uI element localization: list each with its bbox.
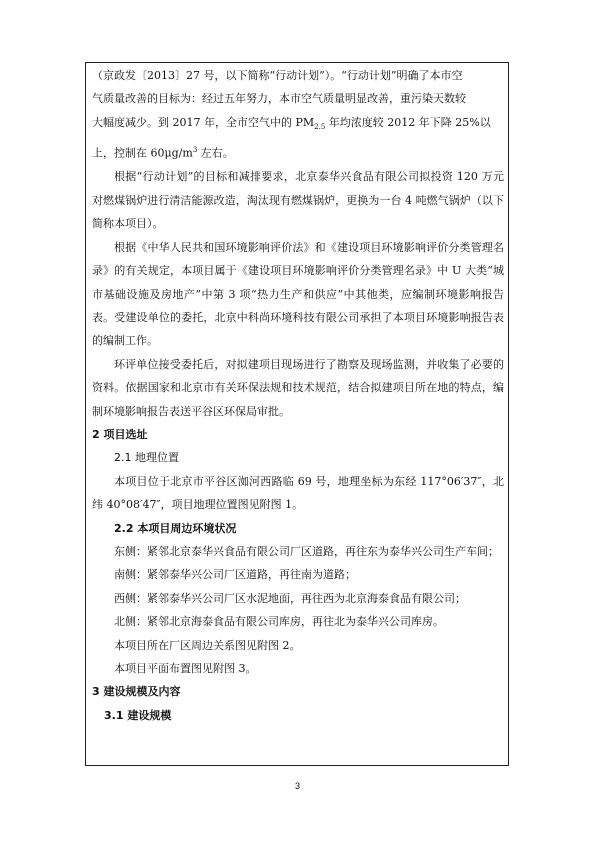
pm-subscript: 2.5 xyxy=(314,123,326,131)
east-side-text: 东侧：紧邻北京泰华兴食品有限公司厂区道路，再往东为泰华兴公司生产车间； xyxy=(114,544,499,558)
figure-2-reference: 本项目所在厂区周边关系图见附图 2。 xyxy=(114,638,301,652)
paragraph-1 xyxy=(92,64,504,165)
document-body xyxy=(92,64,504,727)
paragraph-1-line-4-end: 左右。 xyxy=(197,147,234,161)
paragraph-3: 根据《中华人民共和国环境影响评价法》和《建设项目环境影响评价分类管理名录》的有关规定，本项目属于《建设项目环境影响评价分类管理名录》中 U 大类“城市基础设施及房地产”中第 3 项“热力生产和供应”中其他类，应编制环境影响报告表。受建设单位的委托，北京中科尚环境科技有限公司承担了本项目环境影响报告表的编制工作。 xyxy=(92,240,504,348)
section-2-2-heading: 2.2 本项目周边环境状况 xyxy=(114,521,237,535)
location-paragraph: 本项目位于北京市平谷区洳河西路临 69 号，地理坐标为东经 117°06′37″，北纬 40°08′47″，项目地理位置图见附图 1。 xyxy=(92,474,504,512)
paragraph-1-line-1: （京政发〔2013〕27 号，以下简称“行动计划”）。“行动计划”明确了本市空 xyxy=(92,69,463,82)
page-number: 3 xyxy=(294,781,300,791)
north-side-text: 北侧：紧邻北京海泰食品有限公司库房，再往北为泰华兴公司库房。 xyxy=(114,615,444,629)
paragraph-1-line-2: 气质量改善的目标为：经过五年努力，本市空气质量明显改善，重污染天数较 xyxy=(92,92,466,106)
south-side-text: 南侧：紧邻泰华兴公司厂区道路，再往南为道路； xyxy=(114,568,356,582)
section-2-heading: 2 项目选址 xyxy=(92,427,148,441)
section-2-1-heading: 2.1 地理位置 xyxy=(114,451,179,465)
paragraph-2: 根据“行动计划”的目标和减排要求，北京泰华兴食品有限公司拟投资 120 万元对燃煤锅炉进行清洁能源改造，淘汰现有燃煤锅炉，更换为一台 4 吨燃气锅炉（以下简称本项目）。 xyxy=(92,170,504,231)
west-side-text: 西侧：紧邻泰华兴公司厂区水泥地面，再往西为北京海泰食品有限公司； xyxy=(114,591,466,605)
figure-3-reference: 本项目平面布置图见附图 3。 xyxy=(114,662,257,675)
section-3-heading: 3 建设规模及内容 xyxy=(92,685,181,699)
paragraph-4: 环评单位接受委托后，对拟建项目现场进行了勘察及现场监测，并收集了必要的资料。依据国家和北京市有关环保法规和技术规范，结合拟建项目所在地的特点，编制环境影响报告表送平谷区环保局审批。 xyxy=(92,357,504,418)
section-3-1-heading: 3.1 建设规模 xyxy=(104,708,172,722)
paragraph-1-line-4: 上，控制在 60μg/m xyxy=(92,147,193,161)
paragraph-1-line-3-end: 年均浓度较 2012 年下降 25%以 xyxy=(325,115,491,129)
unit-superscript: 3 xyxy=(192,146,198,155)
paragraph-1-line-3: 大幅度减少。到 2017 年，全市空气中的 PM xyxy=(92,115,315,129)
